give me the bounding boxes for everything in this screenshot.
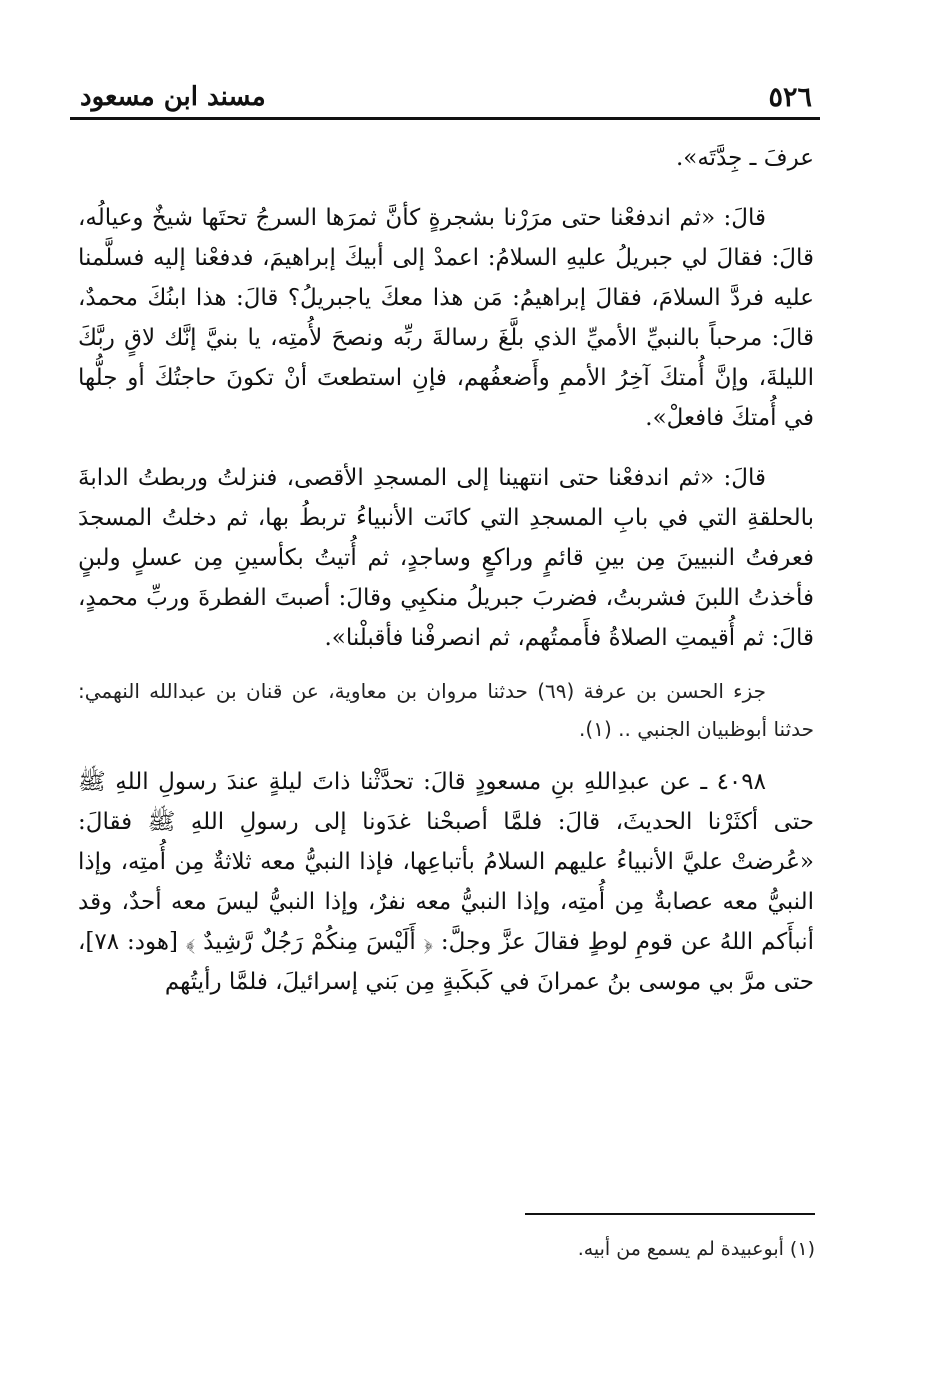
page-number: ٥٢٦ [768, 82, 812, 113]
footnote-rule [525, 1213, 815, 1215]
paragraph-continuation: عرفَ ـ جِدَّتَه». [675, 145, 814, 171]
paragraph-aqsa: قالَ: «ثم اندفعْنا حتى انتهينا إلى المسجدِ الأقصى، فنزلتُ وربطتُ الدابةَ بالحلقةِ التي في بابِ المسجدِ التي كانَت الأنبياءُ تربطُ بها، ثم دخلتُ المسجدَ فعرفتُ النبيينَ مِن بينِ قائمٍ وراكعٍ وساجدٍ، ثم أُتيتُ بكأسينِ مِن عسلٍ ولبنٍ فأخذتُ اللبنَ فشربتُ، فضربَ جبريلُ منكبِي وقالَ: أصبتَ الفطرةَ وربِّ محمدٍ، قالَ: ثم أُقيمتِ الصلاةُ فأَممتُهم، ثم انصرفْنا فأقبلْنا». [78, 465, 814, 651]
main-text [78, 138, 814, 1002]
footnote: (١) أبوعبيدة لم يسمع من أبيه. [577, 1238, 815, 1260]
header-rule [70, 117, 820, 120]
source-note: جزء الحسن بن عرفة (٦٩) حدثنا مروان بن معاوية، عن قنان بن عبدالله النهمي: حدثنا أبوظبيان الجنبي .. (١). [78, 679, 814, 741]
running-title: مسند ابن مسعود [80, 82, 266, 112]
paragraph-abraham: قالَ: «ثم اندفعْنا حتى مرَرْنا بشجرةٍ كأنَّ ثمرَها السرجُ تحتَها شيخٌ وعيالُه، قالَ: فقالَ لي جبريلُ عليهِ السلامُ: اعمدْ إلى أبيكَ إبراهيمَ، فدفعْنا إليه فسلَّمنا عليه فردَّ السلامَ، فقالَ إبراهيمُ: مَن هذا معكَ ياجبريلُ؟ قالَ: هذا ابنُكَ محمدٌ، قالَ: مرحباً بالنبيِّ الأميِّ الذي بلَّغَ رسالةَ ربِّه ونصحَ لأُمتِه، يا بنيَّ إنَّك لاقٍ ربَّكَ الليلةَ، وإنَّ أُمتكَ آخِرُ الأممِ وأَضعفُهم، فإنِ استطعتَ أنْ تكونَ حاجتُكَ أو جلُّها في أُمتكَ فافعلْ». [78, 205, 814, 431]
hadith-4098: ٤٠٩٨ ـ عن عبدِاللهِ بنِ مسعودٍ قالَ: تحدَّثْنا ذاتَ ليلةٍ عندَ رسولِ اللهِ ﷺ حتى أكثَرْنا الحديثَ، قالَ: فلمَّا أصبحْنا غدَونا إلى رسولِ اللهِ ﷺ فقالَ: «عُرضتْ عليَّ الأنبياءُ عليهم السلامُ بأتباعِها، فإذا النبيُّ معه ثلاثةٌ مِن أُمتِه، وإذا النبيُّ معه عصابةٌ مِن أُمتِه، وإذا النبيُّ معه نفرٌ، وإذا النبيُّ ليسَ معه أحدٌ، وقد أنبأَكم اللهُ عن قومِ لوطٍ فقالَ عزَّ وجلَّ: ﴿ أَلَيْسَ مِنكُمْ رَجُلٌ رَّشِيدٌ ﴾ [هود: ٧٨]، حتى مرَّ بي موسى بنُ عمرانَ في كَبكَبةٍ مِن بَني إسرائيلَ، فلمَّا رأيتُهم [78, 769, 814, 995]
